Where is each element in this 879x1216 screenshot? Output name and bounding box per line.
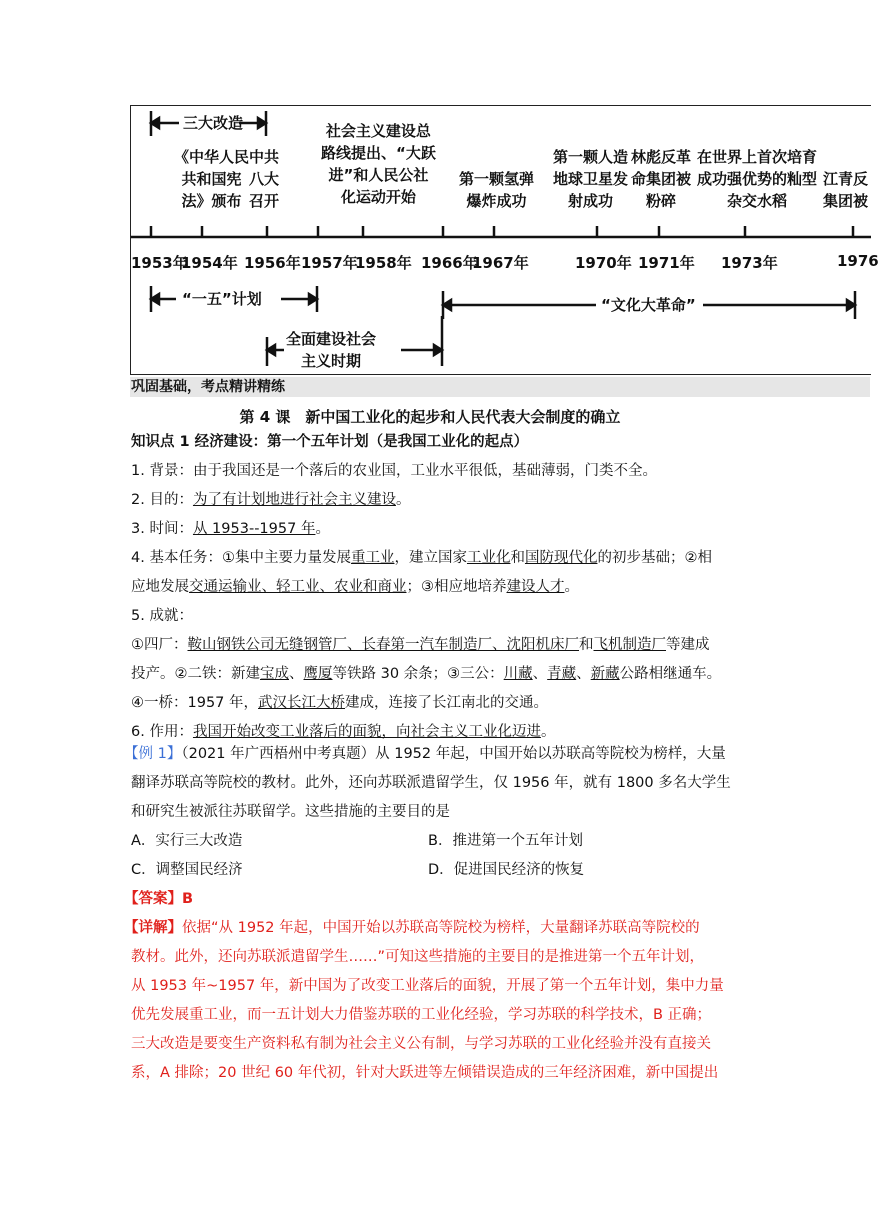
option-c: C．调整国民经济 (131, 862, 243, 878)
timeline-figure (130, 105, 879, 375)
cultural-revolution-label: “文化大革命” (601, 296, 696, 314)
year-label: 1956年 (244, 254, 301, 272)
example-question: 【例 1】（2021 年广西梧州中考真题）从 1952 年起，中国开始以苏联高等院校为榜样，大量 (124, 746, 726, 762)
example-tag: 【例 1】 (124, 746, 182, 762)
year-label: 1971年 (638, 254, 695, 272)
paragraph-task-1: 4. 基本任务：①集中主要力量发展重工业，建立国家工业化和国防现代化的初步基础；②相 (131, 550, 712, 566)
answer: 【答案】B (124, 891, 194, 907)
three-reforms-label: 三大改造 (183, 114, 244, 132)
paragraph-task-2: 应地发展交通运输业、轻工业、农业和商业；③相应地培养建设人才。 (131, 579, 579, 595)
detail-line: 【详解】依据“从 1952 年起，中国开始以苏联高等院校为榜样，大量翻译苏联高等院校的 (124, 920, 700, 936)
detail-line: 从 1953 年~1957 年，新中国为了改变工业落后的面貌，开展了第一个五年计划，集中力量 (131, 978, 724, 994)
event-hydrogen-bomb: 第一颗氢弹 爆炸成功 (459, 170, 535, 210)
five-year-plan-label: “一五”计划 (182, 290, 262, 308)
event-linbiao: 林彪反革 命集团被 粉碎 (631, 148, 692, 210)
section-strip (130, 377, 870, 397)
year-label: 1966年 (421, 254, 478, 272)
paragraph-effect: 6. 作用：我国开始改变工业落后的面貌，向社会主义工业化迈进。 (131, 724, 556, 740)
option-d: D．促进国民经济的恢复 (428, 862, 585, 878)
year-label: 1967年 (472, 254, 529, 272)
lesson-title: 第 4 课 新中国工业化的起步和人民代表大会制度的确立 (239, 408, 621, 426)
year-label: 1970年 (575, 254, 632, 272)
event-gang-of-four: 江青反 集团被 (823, 170, 869, 210)
event-eighth-congress: 中共 八大 召开 (249, 148, 280, 210)
detail-line: 三大改造是要变生产资料私有制为社会主义公有制，与学习苏联的工业化经验并没有直接关 (131, 1036, 711, 1052)
event-great-leap: 社会主义建设总 路线提出、“大跃 进”和人民公社 化运动开始 (321, 122, 436, 206)
year-label: 1953年 (131, 254, 188, 272)
event-hybrid-rice: 在世界上首次培育 成功强优势的籼型 杂交水稻 (697, 148, 818, 210)
option-b: B．推进第一个五年计划 (428, 833, 583, 849)
option-a: A．实行三大改造 (131, 833, 243, 849)
detail-line: 教材。此外，还向苏联派遣留学生……”可知这些措施的主要目的是推进第一个五年计划， (131, 949, 705, 965)
construction-period-label: 全面建设社会 主义时期 (286, 330, 377, 370)
year-label: 1957年 (301, 254, 358, 272)
knowledge-point-heading: 知识点 1 经济建设：第一个五年计划（是我国工业化的起点） (131, 434, 529, 450)
detail-line: 系，A 排除；20 世纪 60 年代初，针对大跃进等左倾错误造成的三年经济困难，新中国提出 (131, 1065, 719, 1081)
paragraph-background: 1. 背景：由于我国还是一个落后的农业国，工业水平很低，基础薄弱，门类不全。 (131, 463, 657, 479)
year-label: 1973年 (721, 254, 778, 272)
achievement-factories: ①四厂：鞍山钢铁公司无缝钢管厂、长春第一汽车制造厂、沈阳机床厂和飞机制造厂等建成 (131, 637, 710, 653)
achievement-bridge: ④一桥：1957 年，武汉长江大桥建成，连接了长江南北的交通。 (131, 695, 549, 711)
detail-line: 优先发展重工业，而一五计划大力借鉴苏联的工业化经验，学习苏联的科学技术，B 正确； (131, 1007, 712, 1023)
paragraph-purpose: 2. 目的：为了有计划地进行社会主义建设。 (131, 492, 411, 508)
year-label: 1958年 (355, 254, 412, 272)
year-label: 1976 (837, 252, 879, 270)
paragraph-time: 3. 时间：从 1953--1957 年。 (131, 521, 330, 537)
achievement-rail-roads: 投产。②二铁：新建宝成、鹰厦等铁路 30 余条；③三公：川藏、青藏、新藏公路相继通车。 (131, 666, 722, 682)
example-question-line: 翻译苏联高等院校的教材。此外，还向苏联派遣留学生，仅 1956 年，就有 1800 多名大学生 (131, 775, 731, 791)
event-satellite: 第一颗人造 地球卫星发 射成功 (553, 148, 629, 210)
year-label: 1954年 (181, 254, 238, 272)
event-constitution: 《中华人民 共和国宪 法》颁布 (174, 148, 250, 210)
paragraph-achievements: 5. 成就： (131, 608, 193, 624)
example-question-line: 和研究生被派往苏联留学。这些措施的主要目的是 (131, 804, 450, 820)
strip-text: 巩固基础，考点精讲精练 (131, 379, 285, 395)
